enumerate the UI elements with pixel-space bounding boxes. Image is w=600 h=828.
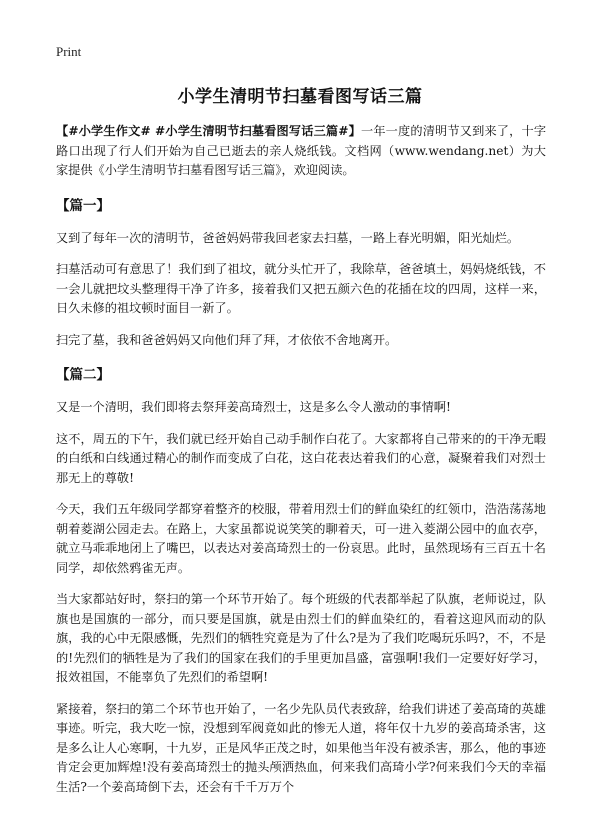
section-1-paragraph-2: 扫墓活动可有意思了！我们到了祖坟，就分头忙开了，我除草，爸爸填土，妈妈烧纸钱，不一会儿就把坟头整理得干净了许多，接着我们又把五颜六色的花插在坟的四周，这样一来，日久未修的祖坟顿时面目一新了。 (56, 262, 546, 315)
print-label[interactable]: Print (56, 44, 82, 59)
section-1-paragraph-1: 又到了每年一次的清明节，爸爸妈妈带我回老家去扫墓，一路上春光明媚，阳光灿烂。 (56, 230, 520, 245)
document-body (56, 122, 546, 797)
section-2-paragraph-1: 又是一个清明，我们即将去祭拜姜高琦烈士，这是多么令人激动的事情啊! (56, 400, 451, 414)
intro-text: 一年一度的清明节又到来了，十字路口出现了行人们开始为自己已逝去的亲人烧纸钱。文档网（www.wendang.net）为大家提供《小学生清明节扫墓看图写话三篇》，欢迎阅读。 (56, 124, 547, 177)
section-2-paragraph-5: 紧接着，祭扫的第二个环节也开始了，一名少先队员代表致辞，给我们讲述了姜高琦的英雄事迹。听完，我大吃一惊，没想到军阀竟如此的惨无人道，将年仅十九岁的姜高琦杀害，这是多么让人心寒啊，十九岁，正是风华正茂之时，如果他当年没有被杀害，那么，他的事迹肯定会更加辉煌!没有姜高琦烈士的抛头颅洒热血，何来我们高琦小学?何来我们今天的幸福生活?一个姜高琦倒下去，还会有千千万万个 (56, 701, 546, 794)
section-2-paragraph-4: 当大家都站好时，祭扫的第一个环节开始了。每个班级的代表都举起了队旗，老师说过，队旗也是国旗的一部分，而只要是国旗，就是由烈士们的鲜血染红的，看着这迎风而动的队旗，我的心中无限感慨，先烈们的牺牲究竟是为了什么?是为了我们吃喝玩乐吗?，不，不是的!先烈们的牺牲是为了我们的国家在我们的手里更加昌盛，富强啊!我们一定要好好学习，报效祖国，不能辜负了先烈们的希望啊! (56, 592, 546, 684)
section-1-paragraph-3: 扫完了墓，我和爸爸妈妈又向他们拜了拜，才依依不舍地离开。 (56, 332, 398, 347)
intro-paragraph (56, 122, 546, 181)
document-title: 小学生清明节扫墓看图写话三篇 (177, 87, 423, 107)
intro-tag: 【#小学生作文# #小学生清明节扫墓看图写话三篇#】 (56, 124, 361, 138)
section-2-paragraph-2: 这不，周五的下午，我们就已经开始自己动手制作白花了。大家都将自己带来的的干净无暇的白纸和白线通过精心的制作而变成了白花，这白花表达着我们的心意，凝聚着我们对烈士那无上的尊敬! (56, 431, 546, 485)
section-2-paragraph-3: 今天，我们五年级同学都穿着整齐的校服，带着用烈士们的鲜血染红的红领巾，浩浩荡荡地朝着菱湖公园走去。在路上，大家虽都说说笑笑的聊着天，可一进入菱湖公园中的血衣亭，就立马乖乖地闭上了嘴巴，以表达对姜高琦烈士的一份哀思。此时，虽然现场有三百五十名同学，却依然鸦雀无声。 (56, 502, 546, 575)
section-heading-1: 【篇一】 (56, 197, 110, 214)
section-heading-2: 【篇二】 (56, 367, 110, 383)
